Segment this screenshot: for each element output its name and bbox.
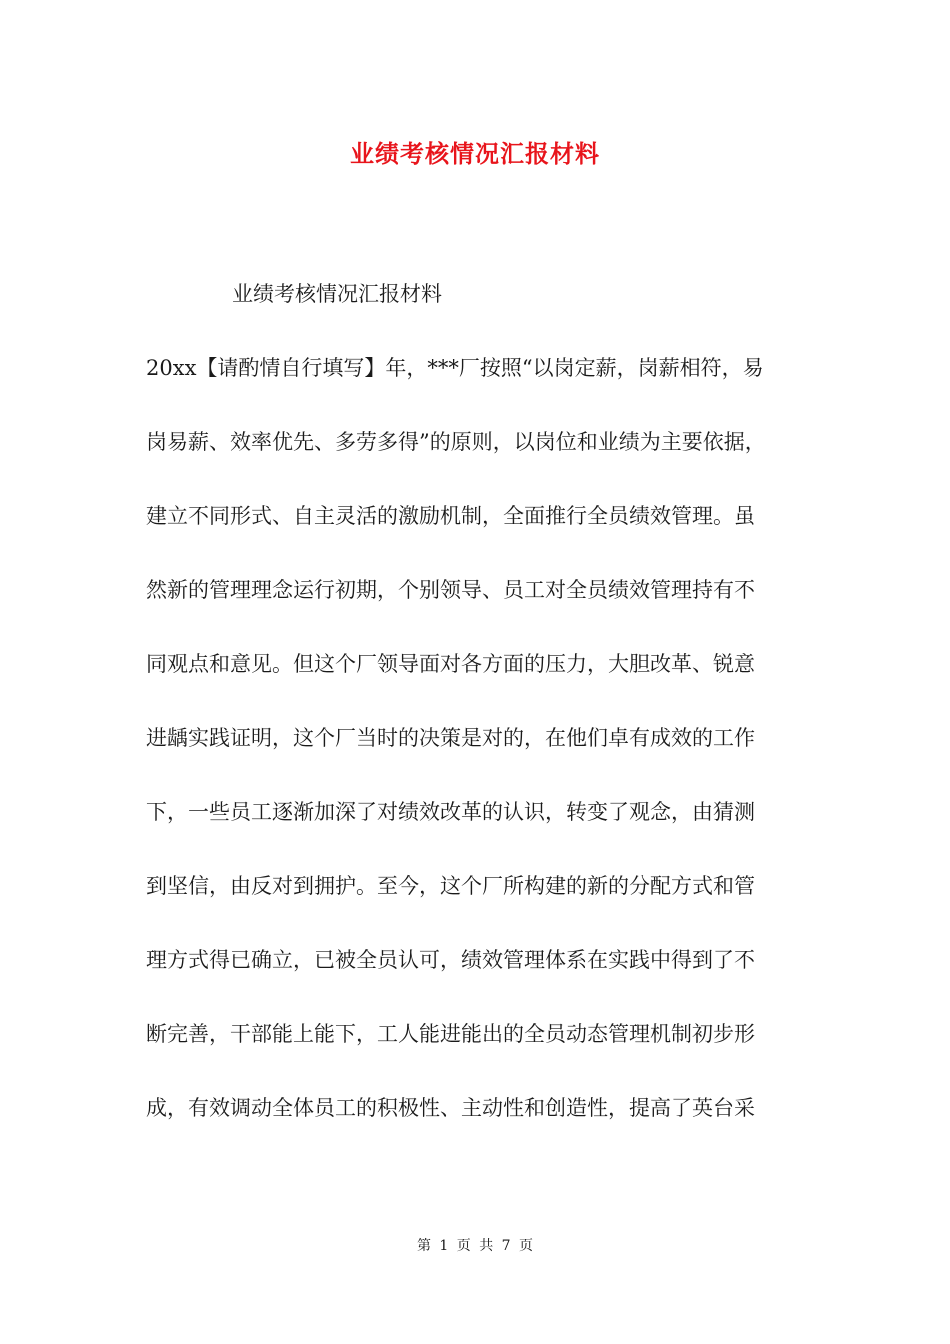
body-line: 同观点和意见。但这个厂领导面对各方面的压力，大胆改革、锐意 [146,652,755,676]
footer-total-prefix: 共 [479,1238,494,1254]
body-line: 到坚信，由反对到拥护。至今，这个厂所构建的新的分配方式和管 [146,874,755,898]
document-title: 业绩考核情况汇报材料 [350,139,600,168]
footer-page-word: 页 [456,1238,471,1254]
footer-current-page: 1 [439,1238,449,1254]
footer-total-pages: 7 [501,1238,511,1254]
body-line: 进龋实践证明，这个厂当时的决策是对的，在他们卓有成效的工作 [146,726,755,750]
body-line: 成，有效调动全体员工的积极性、主动性和创造性，提高了英台采 [146,1096,755,1120]
page-footer [0,1236,950,1256]
body-line: 理方式得已确立，已被全员认可，绩效管理体系在实践中得到了不 [146,948,755,972]
body-line: 断完善，干部能上能下，工人能进能出的全员动态管理机制初步形 [146,1022,755,1046]
footer-suffix: 页 [519,1238,534,1254]
body-line: 20xx【请酌情自行填写】年，***厂按照“以岗定薪，岗薪相符，易 [146,356,764,380]
body-line: 下，一些员工逐渐加深了对绩效改革的认识，转变了观念，由猜测 [146,800,755,824]
document-subtitle: 业绩考核情况汇报材料 [232,282,442,306]
footer-prefix: 第 [416,1238,431,1254]
body-line: 然新的管理理念运行初期，个别领导、员工对全员绩效管理持有不 [146,578,755,602]
body-line: 建立不同形式、自主灵活的激励机制，全面推行全员绩效管理。虽 [146,504,755,528]
body-line: 岗易薪、效率优先、多劳多得”的原则，以岗位和业绩为主要依据， [146,430,766,454]
